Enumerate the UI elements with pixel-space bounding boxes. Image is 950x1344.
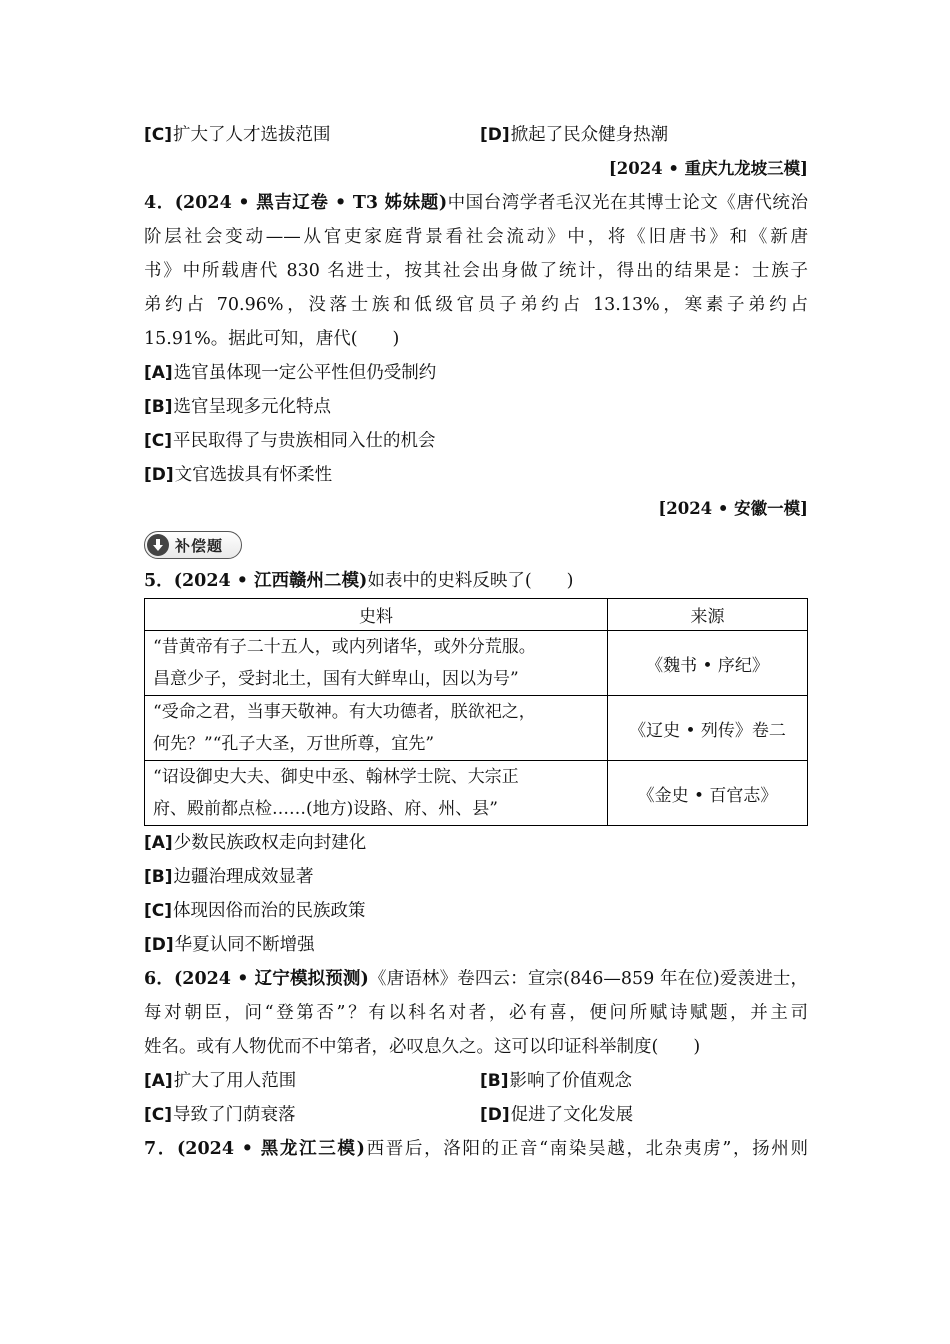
- q5-option-c[interactable]: [C]体现因俗而治的民族政策: [144, 901, 366, 921]
- table-header-material: 史料: [145, 599, 608, 631]
- q5-option-d[interactable]: [D]华夏认同不断增强: [144, 935, 315, 955]
- q6-option-d[interactable]: [D]促进了文化发展: [480, 1105, 634, 1125]
- q4-source: [2024 • 重庆九龙坡三模]: [608, 159, 808, 178]
- q7-tag: (2024 • 黑龙江三模): [177, 1139, 365, 1159]
- q6-number: 6．: [144, 969, 174, 989]
- q5-source: [2024 • 安徽一模]: [658, 499, 808, 518]
- q6-option-b[interactable]: [B]影响了价值观念: [480, 1071, 632, 1091]
- table-row: [145, 761, 808, 826]
- q6-tag: (2024 • 辽宁模拟预测): [173, 969, 369, 989]
- table-row: [145, 631, 808, 696]
- q3-option-d[interactable]: [D]掀起了民众健身热潮: [480, 125, 669, 145]
- supplement-badge: 补偿题: [144, 531, 242, 559]
- q4-number: 4．: [144, 193, 175, 213]
- q4-option-c[interactable]: [C]平民取得了与贵族相同入仕的机会: [144, 431, 436, 451]
- q4-tag: (2024 • 黑吉辽卷 • T3 姊妹题): [174, 193, 448, 213]
- table-cell-source: 《魏书 • 序纪》: [608, 631, 808, 696]
- q5-stem: 5．(2024 • 江西赣州二模)如表中的史料反映了( ): [144, 571, 574, 591]
- q6-option-a[interactable]: [A]扩大了用人范围: [144, 1071, 297, 1091]
- q6-options-row-2: [144, 1098, 808, 1132]
- table-cell-material: “昔黄帝有子二十五人，或内列诸华，或外分荒服。 昌意少子，受封北土，国有大鲜卑山，因以为号”: [145, 631, 608, 696]
- q6-stem-line-1: 6．(2024 • 辽宁模拟预测)《唐语林》卷四云：宣宗(846—859 年在位)爱羡进士，: [144, 969, 808, 989]
- q4-option-a[interactable]: [A]选官虽体现一定公平性但仍受制约: [144, 363, 437, 383]
- q6-stem-line-2: 每对朝臣，问“登第否”？有以科名对者，必有喜，便问所赋诗赋题，并主司: [144, 1003, 808, 1023]
- q5-option-a[interactable]: [A]少数民族政权走向封建化: [144, 833, 367, 853]
- table-row: [145, 696, 808, 761]
- source-table: [144, 598, 808, 826]
- q6-option-c[interactable]: [C]导致了门荫衰落: [144, 1105, 296, 1125]
- table-cell-material: “受命之君，当事天敬神。有大功德者，朕欲祀之， 何先？”“孔子大圣，万世所尊，宜先”: [145, 696, 608, 761]
- q5-option-b[interactable]: [B]边疆治理成效显著: [144, 867, 314, 887]
- q4-stem-line-3: 书》中所载唐代 830 名进士，按其社会出身做了统计，得出的结果是：士族子: [144, 261, 808, 281]
- supplement-badge-row: [144, 526, 808, 564]
- q7-stem-line-1: 7．(2024 • 黑龙江三模)西晋后，洛阳的正音“南染吴越，北杂夷虏”，扬州则: [144, 1139, 808, 1159]
- q3-options-row: [144, 118, 808, 152]
- document-page: [144, 118, 808, 1166]
- table-cell-material: “诏设御史大夫、御史中丞、翰林学士院、大宗正 府、殿前都点检……(地方)设路、府、州、县”: [145, 761, 608, 826]
- q4-option-d[interactable]: [D]文官选拔具有怀柔性: [144, 465, 333, 485]
- q4-stem-line-1: 4．(2024 • 黑吉辽卷 • T3 姊妹题)中国台湾学者毛汉光在其博士论文《唐代统治: [144, 193, 808, 213]
- q3-option-c[interactable]: [C]扩大了人才选拔范围: [144, 125, 331, 145]
- q5-number: 5．: [144, 571, 174, 591]
- q4-stem-line-2: 阶层社会变动——从官吏家庭背景看社会流动》中，将《旧唐书》和《新唐: [144, 227, 808, 247]
- table-header-row: [145, 599, 808, 631]
- q4-stem-line-4: 弟约占 70.96%，没落士族和低级官员子弟约占 13.13%，寒素子弟约占: [144, 295, 808, 315]
- q6-options-row-1: [144, 1064, 808, 1098]
- table-cell-source: 《金史 • 百官志》: [608, 761, 808, 826]
- q4-option-b[interactable]: [B]选官呈现多元化特点: [144, 397, 331, 417]
- table-cell-source: 《辽史 • 列传》卷二: [608, 696, 808, 761]
- download-arrow-icon: [147, 534, 169, 556]
- table-header-source: 来源: [608, 599, 808, 631]
- q6-stem-line-3: 姓名。或有人物优而不中第者，必叹息久之。这可以印证科举制度( ): [144, 1037, 701, 1057]
- q5-tag: (2024 • 江西赣州二模): [173, 571, 368, 591]
- q7-number: 7．: [144, 1139, 178, 1159]
- q4-stem-line-5: 15.91%。据此可知，唐代( ): [144, 329, 400, 349]
